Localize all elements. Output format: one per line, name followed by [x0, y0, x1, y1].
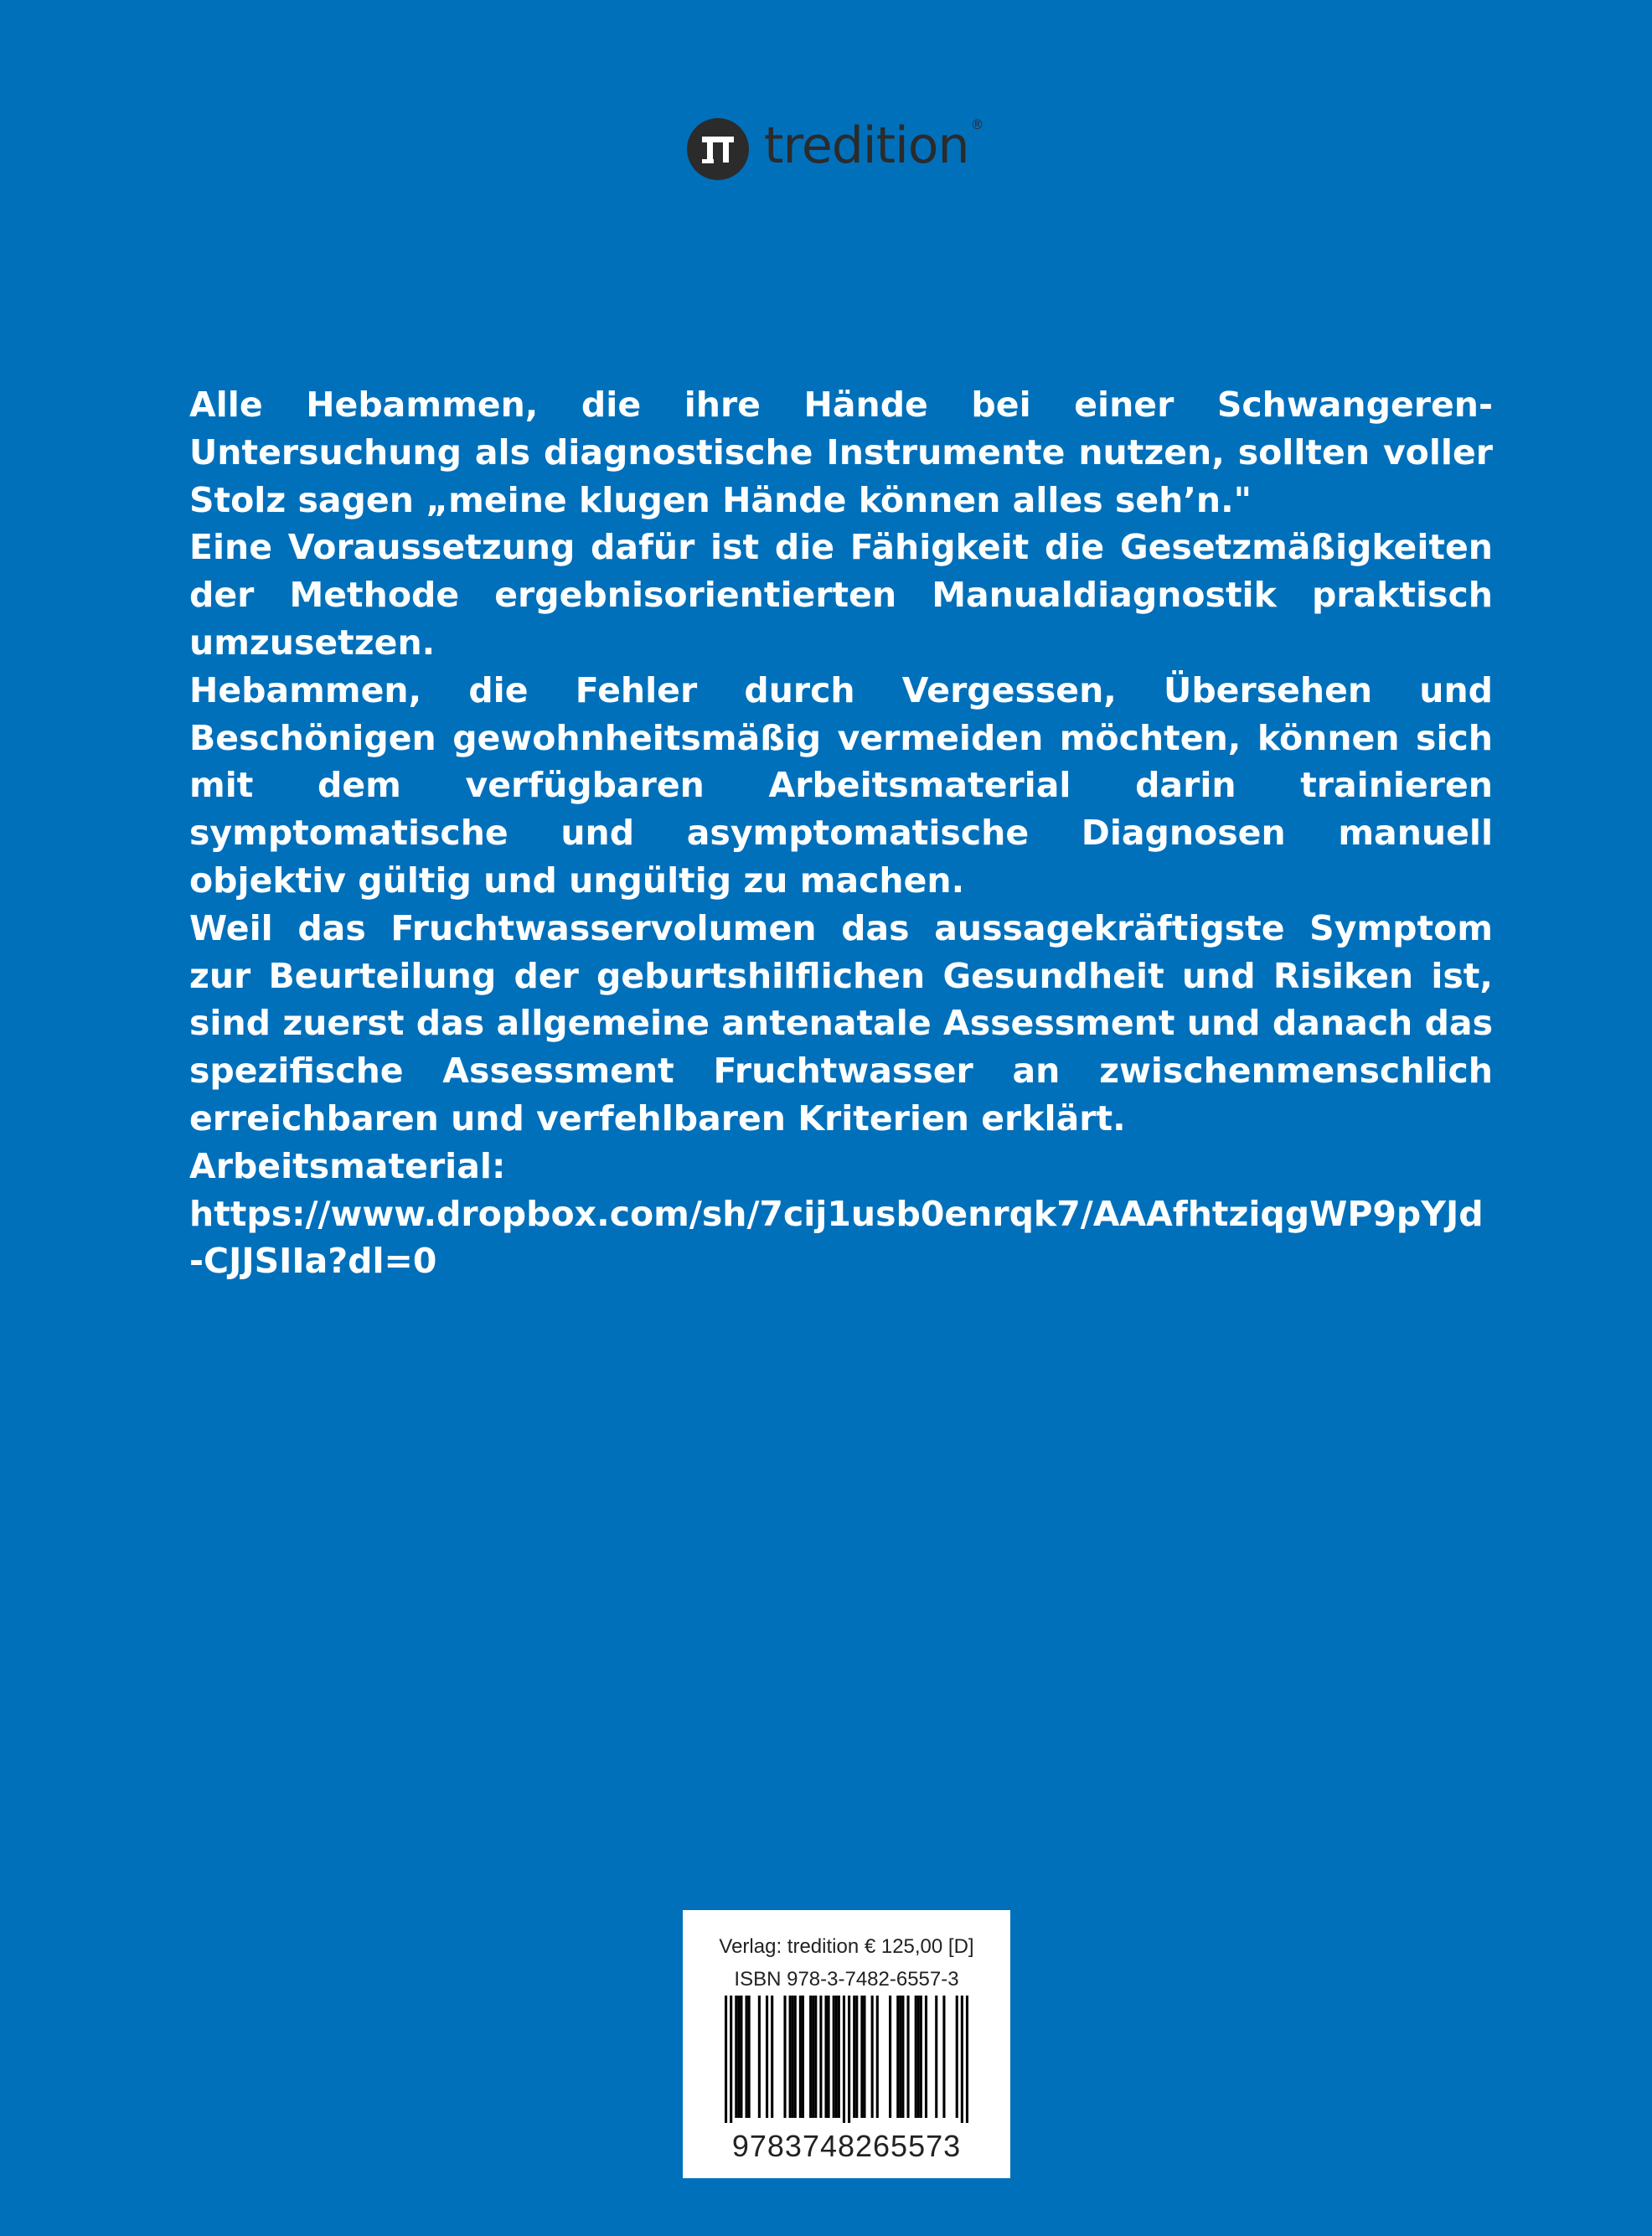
- barcode-bar: [812, 1996, 814, 2118]
- barcode-bar: [848, 1996, 850, 2123]
- barcode-bar: [961, 1996, 963, 2123]
- publisher-logo: [687, 116, 983, 182]
- barcode-bar: [771, 1996, 773, 2118]
- barcode-bar: [748, 1996, 751, 2118]
- material-label: Arbeitsmaterial:: [189, 1145, 506, 1186]
- barcode-bar: [855, 1996, 858, 2118]
- barcode-bar: [917, 1996, 920, 2118]
- barcode-bar: [735, 1996, 737, 2118]
- barcode-bar: [901, 1996, 904, 2118]
- barcode-bar: [783, 1996, 786, 2118]
- barcode-bar: [915, 1996, 917, 2118]
- barcode-bars: [725, 1996, 968, 2123]
- barcode-bar: [871, 1996, 874, 2118]
- barcode-bar: [737, 1996, 740, 2118]
- barcode-bar: [819, 1996, 822, 2118]
- barcode-bar: [799, 1996, 802, 2118]
- tredition-logo-icon: [687, 118, 749, 180]
- barcode-bar: [725, 1996, 727, 2123]
- barcode-bar: [935, 1996, 937, 2118]
- barcode-bar: [730, 1996, 732, 2123]
- barcode-bar: [896, 1996, 899, 2118]
- barcode-bar: [860, 1996, 863, 2118]
- publisher-price-line: Verlag: tredition € 125,00 [D]: [719, 1935, 974, 1958]
- barcode-bar: [814, 1996, 817, 2118]
- barcode-bar: [956, 1996, 958, 2118]
- blurb-paragraph: Eine Voraussetzung dafür ist die Fähigkeit die Gesetzmäßigkeiten der Methode ergebnisorientierten Manualdiagnostik praktisch umzusetzen.: [189, 527, 1493, 663]
- barcode-bar: [824, 1996, 827, 2118]
- barcode-bar: [925, 1996, 927, 2118]
- barcode-bar: [889, 1996, 891, 2118]
- barcode-bar: [906, 1996, 909, 2118]
- isbn-line: ISBN 978-3-7482-6557-3: [734, 1968, 959, 1991]
- barcode-bar: [828, 1996, 830, 2118]
- barcode-bar: [966, 1996, 968, 2123]
- barcode-bar: [740, 1996, 742, 2118]
- barcode-bar: [942, 1996, 945, 2118]
- barcode-bar: [920, 1996, 922, 2118]
- registered-mark: ®: [970, 116, 984, 132]
- material-link[interactable]: https://www.dropbox.com/sh/7cij1usb0enrqk7/AAAfhtziqgWP9pYJd-CJJSIIa?dl=0: [189, 1193, 1484, 1282]
- barcode-bar: [853, 1996, 855, 2118]
- isbn-barcode-box: [683, 1910, 1010, 2178]
- barcode-bar: [876, 1996, 879, 2118]
- barcode-bar: [843, 1996, 845, 2123]
- barcode-bar: [833, 1996, 835, 2118]
- blurb-paragraph: Alle Hebammen, die ihre Hände bei einer Schwangeren-Untersuchung als diagnostische Instrumente nutzen, sollten voller Stolz sagen „meine klugen Hände können alles seh’n.": [189, 385, 1493, 520]
- barcode-bar: [809, 1996, 812, 2118]
- blurb-paragraph: Hebammen, die Fehler durch Vergessen, Übersehen und Beschönigen gewohnheitsmäßig vermeiden möchten, können sich mit dem verfügbaren Arbeitsmaterial darin trainieren symptomatische und asymptomatische Diagnosen manuell objektiv gültig und ungültig zu machen.: [189, 669, 1493, 901]
- back-cover-blurb: [189, 381, 1493, 1285]
- publisher-wordmark: tredition: [764, 116, 969, 175]
- barcode-bar: [792, 1996, 794, 2118]
- barcode-bar: [758, 1996, 761, 2118]
- barcode-bar: [746, 1996, 748, 2118]
- barcode-bar: [802, 1996, 804, 2118]
- blurb-paragraph: Weil das Fruchtwasservolumen das aussagekräftigste Symptom zur Beurteilung der geburtshilflichen Gesundheit und Risiken ist, sind zuerst das allgemeine antenatale Assessment und danach das spezifische Assessment Fruchtwasser an zwischenmenschlich erreichbaren und verfehlbaren Kriterien erklärt.: [189, 907, 1493, 1139]
- barcode-bar: [835, 1996, 838, 2118]
- barcode-bar: [794, 1996, 797, 2118]
- barcode-bar: [863, 1996, 865, 2118]
- barcode-bar: [766, 1996, 768, 2118]
- barcode-bar: [899, 1996, 901, 2118]
- barcode-bar: [789, 1996, 792, 2118]
- barcode-bar: [838, 1996, 840, 2118]
- barcode-digits: 9783748265573: [731, 2129, 962, 2163]
